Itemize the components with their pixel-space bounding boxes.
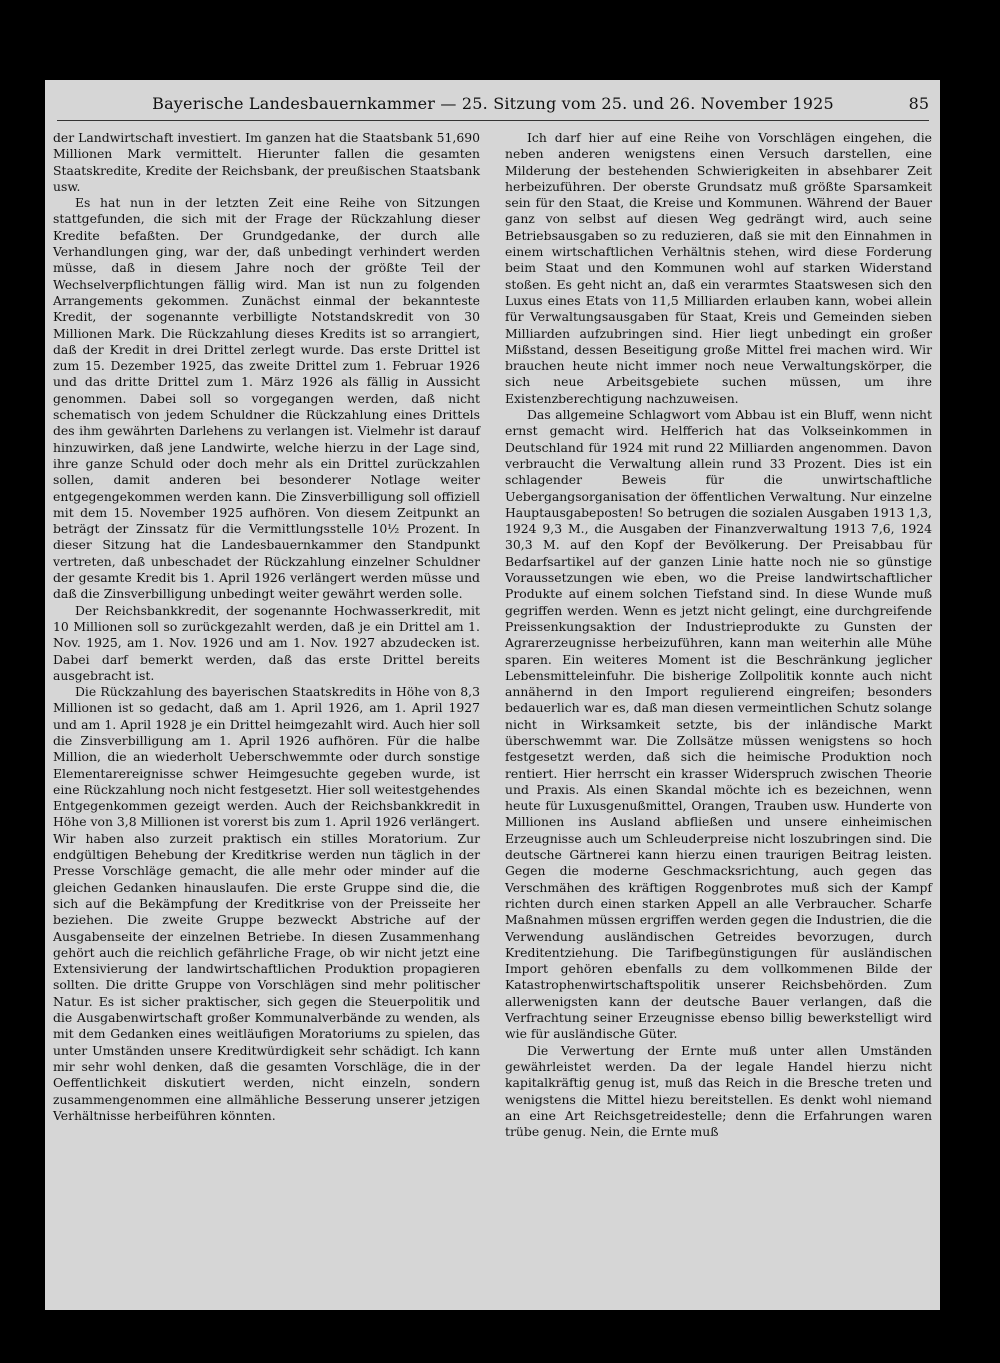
document-page bbox=[45, 80, 940, 1310]
left-column bbox=[53, 130, 480, 1305]
paragraph: Die Rückzahlung des bayerischen Staatskredits in Höhe von 8,3 Millionen ist so gedacht, daß am 1. April 1926, am 1. April 1927 und am 1. April 1928 je ein Drittel heimgezahlt wird. Auch hier soll die Zinsverbilligung am 1. April 1926 aufhören. Für die halbe Million, die an wiederholt Ueberschwemmte oder durch sonstige Elementarereignisse schwer Heimgesuchte gegeben wurde, ist eine Rückzahlung noch nicht festgesetzt. Hier soll weitestgehendes Entgegenkommen gezeigt werden. Auch der Reichsbankkredit in Höhe von 3,8 Millionen ist vorerst bis zum 1. April 1926 verlängert. Wir haben also zurzeit praktisch ein stilles Moratorium. Zur endgültigen Behebung der Kreditkrise werden nun täglich in der Presse Vorschläge gemacht, die alle mehr oder minder auf die gleichen Gedanken hinauslaufen. Die erste Gruppe sind die, die sich auf die Bekämpfung der Kreditkrise von der Preisseite her beziehen. Die zweite Gruppe bezweckt Abstriche auf der Ausgabenseite der einzelnen Betriebe. In diesen Zusammenhang gehört auch die reichlich gefährliche Frage, ob wir nicht jetzt eine Extensivierung der landwirtschaftlichen Produktion propagieren sollten. Die dritte Gruppe von Vorschlägen sind mehr politischer Natur. Es ist sicher praktischer, sich gegen die Steuerpolitik und die Ausgabenwirtschaft großer Kommunalverbände zu wenden, als mit dem Gedanken eines weitläufigen Moratoriums zu spielen, das unter Umständen unsere Kreditwürdigkeit sehr schädigt. Ich kann mir sehr wohl denken, daß die gesamten Vorschläge, die in der Oeffentlichkeit diskutiert werden, nicht einzeln, sondern zusammengenommen eine allmähliche Besserung unserer jetzigen Verhältnisse herbeiführen könnten. bbox=[53, 684, 480, 1123]
paragraph: Der Reichsbankkredit, der sogenannte Hochwasserkredit, mit 10 Millionen soll so zurückgezahlt werden, daß je ein Drittel am 1. Nov. 1925, am 1. Nov. 1926 und am 1. Nov. 1927 abzudecken ist. Dabei darf bemerkt werden, daß das erste Drittel bereits ausgebracht ist. bbox=[53, 602, 480, 683]
paragraph: Ich darf hier auf eine Reihe von Vorschlägen eingehen, die neben anderen wenigstens einen Versuch darstellen, eine Milderung der bestehenden Schwierigkeiten in absehbarer Zeit herbeizuführen. Der oberste Grundsatz muß größte Sparsamkeit sein für den Staat, die Kreise und Kommunen. Während der Bauer ganz von selbst auf diesen Weg gedrängt wird, auch seine Betriebsausgaben so zu reduzieren, daß sie mit den Einnahmen in einem wirtschaftlichen Verhältnis stehen, wird diese Forderung beim Staat und den Kommunen wohl auf starken Widerstand stoßen. Es geht nicht an, daß ein verarmtes Staatswesen sich den Luxus eines Etats von 11,5 Milliarden erlauben kann, wobei allein für Verwaltungsausgaben für Staat, Kreis und Gemeinden sieben Milliarden aufzubringen sind. Hier liegt unbedingt ein großer Mißstand, dessen Beseitigung große Mittel frei machen wird. Wir brauchen heute nicht immer noch neue Verwaltungskörper, die sich neue Arbeitsgebiete suchen müssen, um ihre Existenzberechtigung nachzuweisen. bbox=[505, 130, 932, 406]
paragraph: Es hat nun in der letzten Zeit eine Reihe von Sitzungen stattgefunden, die sich mit der Frage der Rückzahlung dieser Kredite befaßten. Der Grundgedanke, der durch alle Verhandlungen ging, war der, daß unbedingt verhindert werden müsse, daß in diesem Jahre noch der größte Teil der Wechselverpflichtungen fällig wird. Man ist nun zu folgenden Arrangements gekommen. Zunächst einmal der bekannteste Kredit, der sogenannte verbilligte Notstandskredit von 30 Millionen Mark. Die Rückzahlung dieses Kredits ist so arrangiert, daß der Kredit in drei Drittel zerlegt wurde. Das erste Drittel ist zum 15. Dezember 1925, das zweite Drittel zum 1. Februar 1926 und das dritte Drittel zum 1. März 1926 als fällig in Aussicht genommen. Dabei soll so vorgegangen werden, daß nicht schematisch von jedem Schuldner die Rückzahlung eines Drittels des ihm gewährten Darlehens zu verlangen ist. Vielmehr ist darauf hinzuwirken, daß jene Landwirte, welche hierzu in der Lage sind, ihre ganze Schuld oder doch mehr als ein Drittel zurückzahlen sollen, damit anderen bei besonderer Notlage weiter entgegengekommen werden kann. Die Zinsverbilligung soll offiziell mit dem 15. November 1925 aufhören. Von diesem Zeitpunkt an beträgt der Zinssatz für die Vermittlungsstelle 10½ Prozent. In dieser Sitzung hat die Landesbauernkammer den Standpunkt vertreten, daß unbeschadet der Rückzahlung einzelner Schuldner der gesamte Kredit bis 1. April 1926 verlängert werden müsse und daß die Zinsverbilligung unbedingt weiter gewährt werden solle. bbox=[53, 195, 480, 602]
header-title: Bayerische Landesbauernkammer — 25. Sitzung vom 25. und 26. November 1925 bbox=[152, 94, 834, 113]
running-header bbox=[57, 92, 929, 121]
right-column bbox=[505, 130, 932, 1305]
paragraph: der Landwirtschaft investiert. Im ganzen hat die Staatsbank 51,690 Millionen Mark vermittelt. Hierunter fallen die gesamten Staatskredite, Kredite der Reichsbank, der preußischen Staatsbank usw. bbox=[53, 130, 480, 194]
paragraph: Das allgemeine Schlagwort vom Abbau ist ein Bluff, wenn nicht ernst gemacht wird. Helfferich hat das Volkseinkommen in Deutschland für 1924 mit rund 22 Milliarden angenommen. Davon verbraucht die Verwaltung allein rund 33 Prozent. Dies ist ein schlagender Beweis für die unwirtschaftliche Uebergangsorganisation der öffentlichen Verwaltung. Nur einzelne Hauptausgabeposten! So betrugen die sozialen Ausgaben 1913 1,3, 1924 9,3 M., die Ausgaben der Finanzverwaltung 1913 7,6, 1924 30,3 M. auf den Kopf der Bevölkerung. Der Preisabbau für Bedarfsartikel auf der ganzen Linie hatte noch nie so günstige Voraussetzungen wie eben, wo die Preise landwirtschaftlicher Produkte auf einem solchen Tiefstand sind. In diese Wunde muß gegriffen werden. Wenn es jetzt nicht gelingt, eine durchgreifende Preissenkungsaktion der Industrieprodukte zu Gunsten der Agrarerzeugnisse herbeizuführen, kann man weiterhin alle Mühe sparen. Ein weiteres Moment ist die Beschränkung jeglicher Lebensmitteleinfuhr. Die bisherige Zollpolitik konnte auch nicht annähernd in den Import regulierend eingreifen; besonders bedauerlich war es, daß man diesen vermeintlichen Schutz solange nicht in Wirksamkeit setzte, bis der inländische Markt überschwemmt war. Die Zollsätze müssen wenigstens so hoch festgesetzt werden, daß sich die heimische Produktion noch rentiert. Hier herrscht ein krasser Widerspruch zwischen Theorie und Praxis. Als einen Skandal möchte ich es bezeichnen, wenn heute für Luxusgenußmittel, Orangen, Trauben usw. Hunderte von Millionen ins Ausland abfließen und unsere einheimischen Erzeugnisse auch um Schleuderpreise nicht loszubringen sind. Die deutsche Gärtnerei kann hierzu einen traurigen Beitrag leisten. Gegen die moderne Geschmacksrichtung, auch gegen das Verschmähen des kräftigen Roggenbrotes muß sich der Kampf richten durch einen starken Appell an alle Verbraucher. Scharfe Maßnahmen müssen ergriffen werden gegen die Industrien, die die Verwendung ausländischen Getreides bevorzugen, durch Kreditentziehung. Die Tarifbegünstigungen für ausländischen Import gehören ebenfalls zu dem vollkommenen Bilde der Katastrophenwirtschaftspolitik unserer Reichsbehörden. Zum allerwenigsten kann der deutsche Bauer verlangen, daß die Verfrachtung seiner Erzeugnisse ebenso billig bewerkstelligt wird wie für ausländische Güter. bbox=[505, 407, 932, 1042]
paragraph: Die Verwertung der Ernte muß unter allen Umständen gewährleistet werden. Da der legale Handel hierzu nicht kapitalkräftig genug ist, muß das Reich in die Bresche treten und wenigstens die Mittel hiezu bereitstellen. Es denkt wohl niemand an eine Art Reichsgetreidestelle; denn die Erfahrungen waren trübe genug. Nein, die Ernte muß bbox=[505, 1042, 932, 1140]
page-number: 85 bbox=[908, 94, 929, 113]
